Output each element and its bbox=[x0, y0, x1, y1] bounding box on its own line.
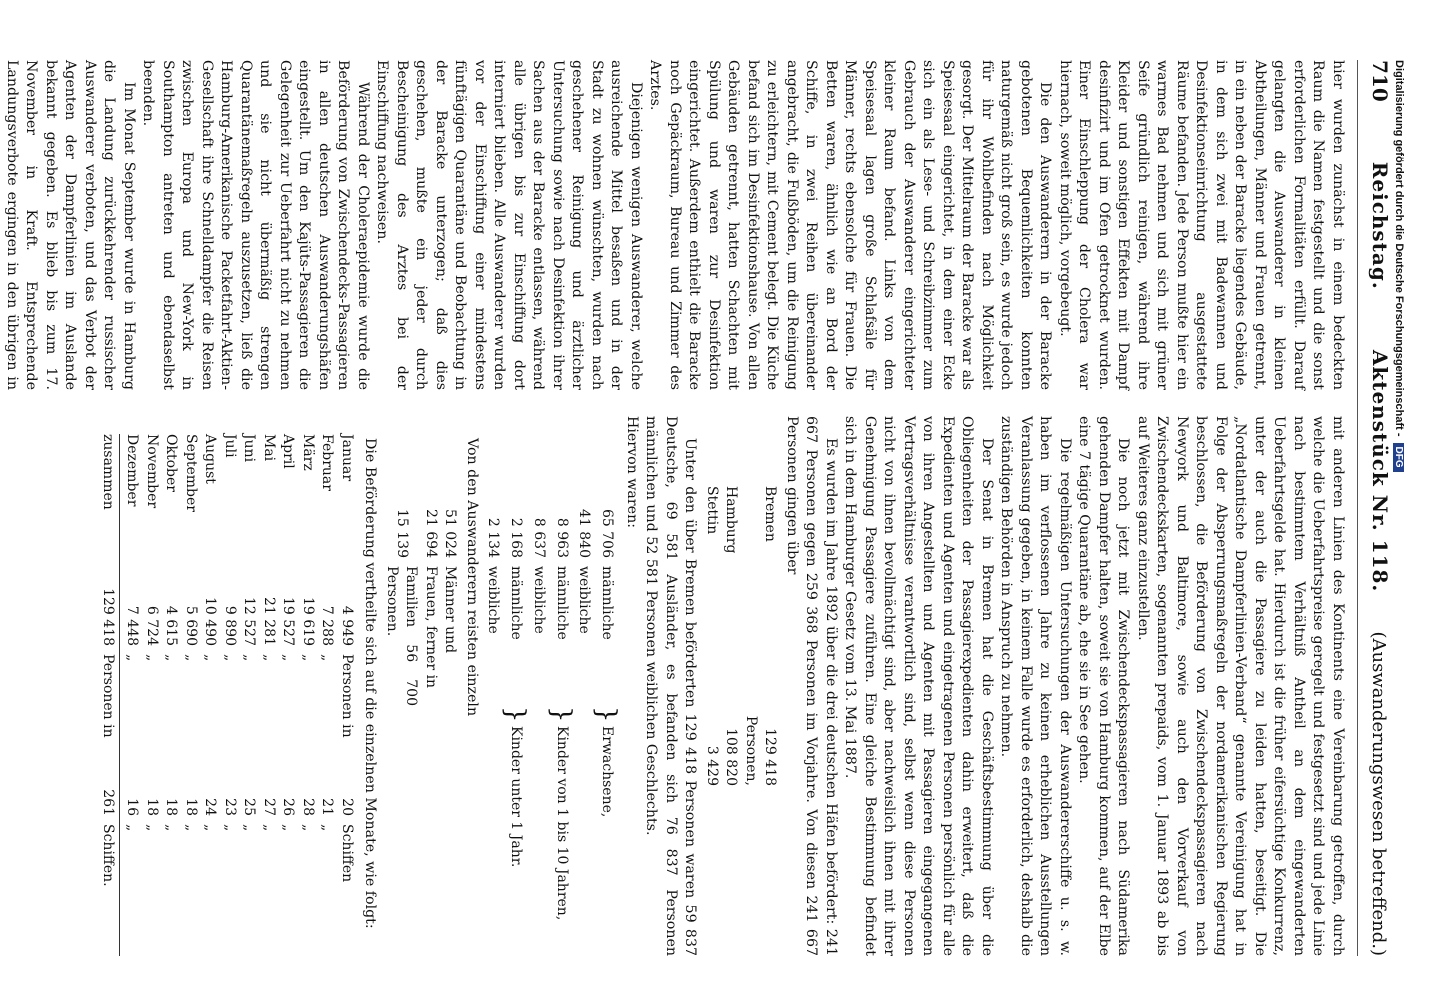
group-label: weibliche bbox=[485, 566, 502, 634]
month-ships: 18 bbox=[144, 798, 160, 816]
month-row bbox=[122, 434, 142, 956]
month-name: Oktober bbox=[163, 434, 180, 492]
month-name: Januar bbox=[339, 434, 355, 482]
month-ships: 26 bbox=[280, 798, 297, 816]
month-persons: 9 890 bbox=[222, 605, 238, 646]
month-row bbox=[278, 434, 298, 956]
month-row bbox=[161, 434, 181, 956]
digitization-text: Digitalisierung gefördert durch die Deutsche Forschungsgemeinschaft - bbox=[1393, 60, 1405, 437]
group-value: 2 134 bbox=[485, 517, 502, 558]
total-row bbox=[98, 434, 121, 956]
paragraph: Während der Choleraepidemie wurde die Beförderung von Zwischendecks-Passagieren in allen deutschen Auswanderungshäfen eingestellt. Um den Kajüts-Passagieren die Gelegenheit zur Ueberfahrt nicht zu nehmen und sie nicht übermäßig strengen Quarantänemaßregeln auszusetzen, ließ die Hamburg-Amerikanische Packetfahrt-Aktien-Gesellschaft ihre Schnelldampfer die Reisen zwischen Europa und New-York in Southampton antreten und ebendaselbst beenden. bbox=[140, 60, 371, 390]
month-label: „ bbox=[300, 654, 316, 662]
month-name: Mai bbox=[261, 434, 277, 462]
port-value: 108 820 bbox=[723, 728, 740, 786]
month-unit: „ bbox=[202, 824, 219, 832]
month-label: „ bbox=[280, 654, 297, 662]
month-unit: „ bbox=[124, 824, 141, 832]
month-label: „ bbox=[202, 654, 219, 662]
paragraph: Die den Auswanderern in der Baracke gebotenen Bequemlichkeiten konnten naturgemäß nicht groß sein, es wurde jedoch für ihr Wohlbefinden nach Möglichkeit gesorgt. Der Mittelraum der Baracke war als Speisesaal eingerichtet, in dem einer Ecke sich ein als Lese- und Schreibzimmer zum Gebrauch der Auswanderer eingerichteter kleiner Raum befand. Links von dem Speisesaal lagen große Schlafsäle für Männer, rechts ebensolche für Frauen. Die Betten waren, ähnlich wie an Bord der Schiffe, in zwei Reihen übereinander angebracht, die Fußböden, um die Reinigung zu erleichtern, mit Cement belegt. Die Küche befand sich im Desinfektionshause. Von allen Gebäuden getrennt, hatten Schachten mit Spülung und waren zur Desinfektion eingerichtet. Außerdem enthielt die Baracke noch Gepäckraum, Bureau und Zimmer des Arztes. bbox=[647, 60, 1054, 390]
month-label: Personen in bbox=[339, 654, 355, 738]
month-ships: 23 bbox=[222, 798, 238, 816]
group-label: männliche bbox=[599, 566, 616, 640]
month-unit: „ bbox=[280, 824, 297, 832]
paragraph: mit anderen Linien des Kontinents eine Vereinbarung getroffen, durch welche die Ueberfahrtspreise geregelt und festgesetzt sind und jede Linie nach bestimmtem Verhältniß Antheil an dem eingewanderten Ueberfahrtsgelde hat. Hierdurch ist die früher eifersüchtige Konkurrenz, unter der auch die Passagiere zu leiden hatten, beseitigt. Die „Nordatlantische Dampferlinien-Verband“ genannte Vereinigung hat in Folge der Absperrungsmaßregeln der nordamerikanischen Regierung beschlossen, die Beförderung von Zwischendeckspassagieren nach Newyork und Baltimore, sowie auch den Vorverkauf von Zwischendeckskarten, sogenannten prepaids, vom 1. Januar 1893 ab bis auf Weiteres ganz einzustellen. bbox=[1135, 416, 1346, 956]
alone-row bbox=[382, 456, 421, 956]
month-row bbox=[142, 434, 162, 956]
month-unit: „ bbox=[319, 824, 336, 832]
group-label: weibliche bbox=[531, 566, 547, 634]
month-name: November bbox=[144, 434, 160, 509]
group-name: Kinder von 1 bis 10 Jahren, bbox=[553, 726, 570, 921]
month-name: Februar bbox=[319, 434, 336, 491]
month-unit: Schiffen bbox=[339, 824, 355, 883]
brace-icon: } bbox=[546, 706, 576, 723]
paragraph: hier wurden zunächst in einem bedeckten Raum die Namen festgestellt und die sonst erforderlichen Formalitäten erfüllt. Darauf gelangten die Auswanderer in kleinen Abtheilungen, Männer und Frauen getrennt, in ein neben der Baracke liegendes Gebäude, in dem sich zwei mit Badewannen und Desinfektionseinrichtung ausgestattete Räume befanden. Jede Person mußte hier ein warmes Bad nehmen und sich mit grüner Seife gründlich reinigen, während ihre Kleider und sonstigen Effekten mit Dampf desinfizirt und im Ofen getrocknet wurden. Einer Einschleppung der Cholera war hiernach, soweit möglich, vorgebeugt. bbox=[1057, 60, 1346, 390]
port-name: Hamburg bbox=[723, 486, 740, 554]
group-value: 8 963 bbox=[553, 517, 570, 558]
alone-row bbox=[440, 456, 460, 956]
page-number: 710 bbox=[1368, 60, 1392, 102]
month-ships: 28 bbox=[300, 798, 316, 816]
brace-icon: } bbox=[591, 706, 622, 723]
month-ships: 16 bbox=[124, 798, 141, 816]
paragraph: Von den Auswanderern reisten einzeln bbox=[464, 438, 480, 717]
month-unit: „ bbox=[144, 824, 160, 832]
month-persons: 19 619 bbox=[300, 597, 316, 646]
group-label: männliche bbox=[508, 566, 525, 640]
alone-list bbox=[382, 456, 460, 956]
month-persons: 6 724 bbox=[144, 605, 160, 646]
header-title: (Auswanderungswesen betreffend.) bbox=[1368, 631, 1389, 956]
group-row bbox=[548, 456, 574, 956]
month-name: Dezember bbox=[124, 434, 141, 507]
month-persons: 10 490 bbox=[202, 597, 219, 646]
port-name: Stettin bbox=[704, 486, 720, 535]
group-row bbox=[591, 456, 622, 956]
month-name: Juni bbox=[241, 434, 258, 463]
month-label: „ bbox=[241, 654, 258, 662]
month-unit: „ bbox=[183, 824, 199, 832]
months-table bbox=[98, 434, 357, 956]
group-label: männliche bbox=[553, 566, 570, 640]
group-name: Erwachsene, bbox=[599, 726, 616, 818]
month-label: „ bbox=[144, 654, 160, 662]
month-label: „ bbox=[124, 654, 141, 662]
month-label: „ bbox=[222, 654, 238, 662]
month-label: „ bbox=[319, 654, 336, 662]
month-name: März bbox=[300, 434, 316, 471]
total-unit: Schiffen. bbox=[100, 824, 116, 887]
group-value: 41 840 bbox=[576, 509, 593, 558]
month-persons: 19 527 bbox=[280, 597, 297, 646]
header-middle: Aktenstück Nr. 118. bbox=[1368, 349, 1392, 593]
alone-value: 51 024 bbox=[442, 509, 459, 558]
dfg-logo: DFG bbox=[1393, 443, 1404, 472]
alone-label: Frauen, ferner in bbox=[423, 566, 439, 689]
text-columns bbox=[4, 60, 1347, 956]
column-left bbox=[4, 60, 1347, 390]
total-persons: 129 418 bbox=[100, 588, 116, 646]
total-label: zusammen bbox=[100, 434, 116, 510]
hiervon-label: Hiervon waren: bbox=[624, 416, 640, 528]
total-text: Personen in bbox=[100, 654, 116, 738]
month-unit: „ bbox=[241, 824, 258, 832]
column-right bbox=[47, 416, 1347, 956]
group-name: Kinder unter 1 Jahr. bbox=[508, 726, 525, 868]
month-persons: 7 288 bbox=[319, 605, 336, 646]
month-persons: 5 690 bbox=[183, 605, 199, 646]
month-ships: 18 bbox=[163, 798, 180, 816]
port-value: 3 429 bbox=[704, 745, 720, 786]
groups-list bbox=[483, 456, 620, 956]
paragraph: Unter den über Bremen beförderten 129 418 Personen waren 59 837 Deutsche, 69 581 Ausländer, es befanden sich 76 837 Personen männlichen und 52 581 Personen weiblichen Geschlechts. bbox=[643, 416, 699, 956]
month-name: Juli bbox=[222, 434, 238, 458]
month-ships: 21 bbox=[319, 798, 336, 816]
page-header bbox=[1357, 60, 1392, 956]
month-label: „ bbox=[183, 654, 199, 662]
month-name: September bbox=[183, 434, 199, 512]
alone-value: 15 139 bbox=[393, 509, 410, 558]
group-value: 8 637 bbox=[531, 517, 547, 558]
month-persons: 4 949 bbox=[339, 605, 355, 646]
month-ships: 24 bbox=[202, 798, 219, 816]
month-row bbox=[200, 434, 220, 956]
alone-label: Familien 56 700 Personen. bbox=[384, 566, 420, 706]
total-ships: 261 bbox=[100, 789, 116, 816]
paragraph: Im Monat September wurde in Hamburg die Landung zurückkehrender russischer Auswanderer verboten, und das Verbot der Agenten der Dampferlinien im Auslande bekannt gegeben. Es blieb bis zum 17. November in Kraft. Entsprechende Landungsverbote ergingen in den übrigen in bbox=[4, 60, 137, 390]
paragraph: Der Senat in Bremen hat die Geschäftsbestimmung über die Obliegenheiten der Passagierexpedienten dahin erweitert, daß die Expedienten und Agenten und eingetragenen Personen persönlich für alle von ihren Angestellten und Agenten mit Passagieren eingegangenen Vertragsverhältnisse verantwortlich sind, selbst wenn diese Personen nicht von ihnen bevollmächtigt sind, aber nachweislich ihnen mit ihrer Genehmigung Passagiere zuführen. Eine gleiche Bestimmung befindet sich in dem Hamburger Gesetz vom 13. Mai 1887. bbox=[842, 416, 995, 956]
paragraph: Die noch jetzt mit Zwischendeckspassagieren nach Südamerika gehenden Dampfer halten, soweit sie von Hamburg kommen, auf der Elbe eine 7 tägige Quarantäne ab, ehe sie in See gehen. bbox=[1076, 416, 1132, 956]
month-persons: 21 281 bbox=[261, 597, 277, 646]
month-label: „ bbox=[261, 654, 277, 662]
month-persons: 7 448 bbox=[124, 605, 141, 646]
paragraph: Die regelmäßigen Untersuchungen der Auswandererschiffe u. s. w. haben im verflossenen Jahre zu keinen erheblichen Ausstellungen Veranlassung gegeben, in keinem Falle wurde es erforderlich, deshalb die zuständigen Behörden in Anspruch zu nehmen. bbox=[998, 416, 1073, 956]
month-unit: „ bbox=[261, 824, 277, 832]
digitization-note bbox=[1393, 60, 1405, 472]
port-value: 129 418 Personen, bbox=[743, 715, 779, 786]
month-unit: „ bbox=[300, 824, 316, 832]
month-row bbox=[259, 434, 279, 956]
month-label: „ bbox=[163, 654, 180, 662]
port-name: Bremen bbox=[762, 486, 779, 542]
month-row bbox=[181, 434, 201, 956]
month-row bbox=[298, 434, 318, 956]
month-persons: 4 615 bbox=[163, 605, 180, 646]
month-unit: „ bbox=[222, 824, 238, 832]
brace-icon: } bbox=[500, 706, 531, 723]
group-label: weibliche bbox=[576, 566, 593, 634]
alone-label: Männer und bbox=[442, 566, 459, 654]
paragraph: Es wurden im Jahre 1892 über die drei deutschen Häfen befördert: 241 667 Personen gegen 259 368 Personen im Vorjahre. Von diesen 241 667 Personen gingen über bbox=[784, 416, 839, 956]
month-row bbox=[317, 434, 337, 956]
paragraph: Diejenigen wenigen Auswanderer, welche ausreichende Mittel besaßen und in der Stadt zu wohnen wünschten, wurden nach geschehener Reinigung und ärztlicher Untersuchung sowie nach Desinfektion ihrer Sachen aus der Baracke entlassen, während alle übrigen bis zur Einschiffung dort interniert blieben. Alle Auswanderer wurden vor der Einschiffung einer mindestens fünftägigen Quarantäne und Beobachtung in der Baracke unterzogen; daß dies geschehen, mußte ein jeder durch Bescheinigung des Arztes bei der Einschiffung nachweisen. bbox=[374, 60, 644, 390]
month-persons: 12 527 bbox=[241, 597, 258, 646]
month-ships: 20 bbox=[339, 798, 355, 816]
month-unit: „ bbox=[163, 824, 180, 832]
alone-value: 21 694 bbox=[423, 509, 439, 558]
month-row bbox=[239, 434, 259, 956]
month-ships: 18 bbox=[183, 798, 199, 816]
month-ships: 27 bbox=[261, 798, 277, 816]
group-value: 2 168 bbox=[508, 517, 525, 558]
month-row bbox=[220, 434, 240, 956]
group-value: 65 706 bbox=[599, 509, 616, 558]
ports-list bbox=[702, 486, 780, 956]
month-row bbox=[337, 434, 357, 956]
month-ships: 25 bbox=[241, 798, 258, 816]
paragraph: Die Beförderung vertheilte sich auf die einzelnen Monate, wie folgt: bbox=[362, 438, 379, 929]
month-name: April bbox=[280, 434, 297, 469]
month-name: August bbox=[202, 434, 219, 484]
group-row bbox=[500, 456, 531, 956]
alone-row bbox=[421, 456, 441, 956]
header-left: Reichstag. bbox=[1368, 161, 1392, 290]
